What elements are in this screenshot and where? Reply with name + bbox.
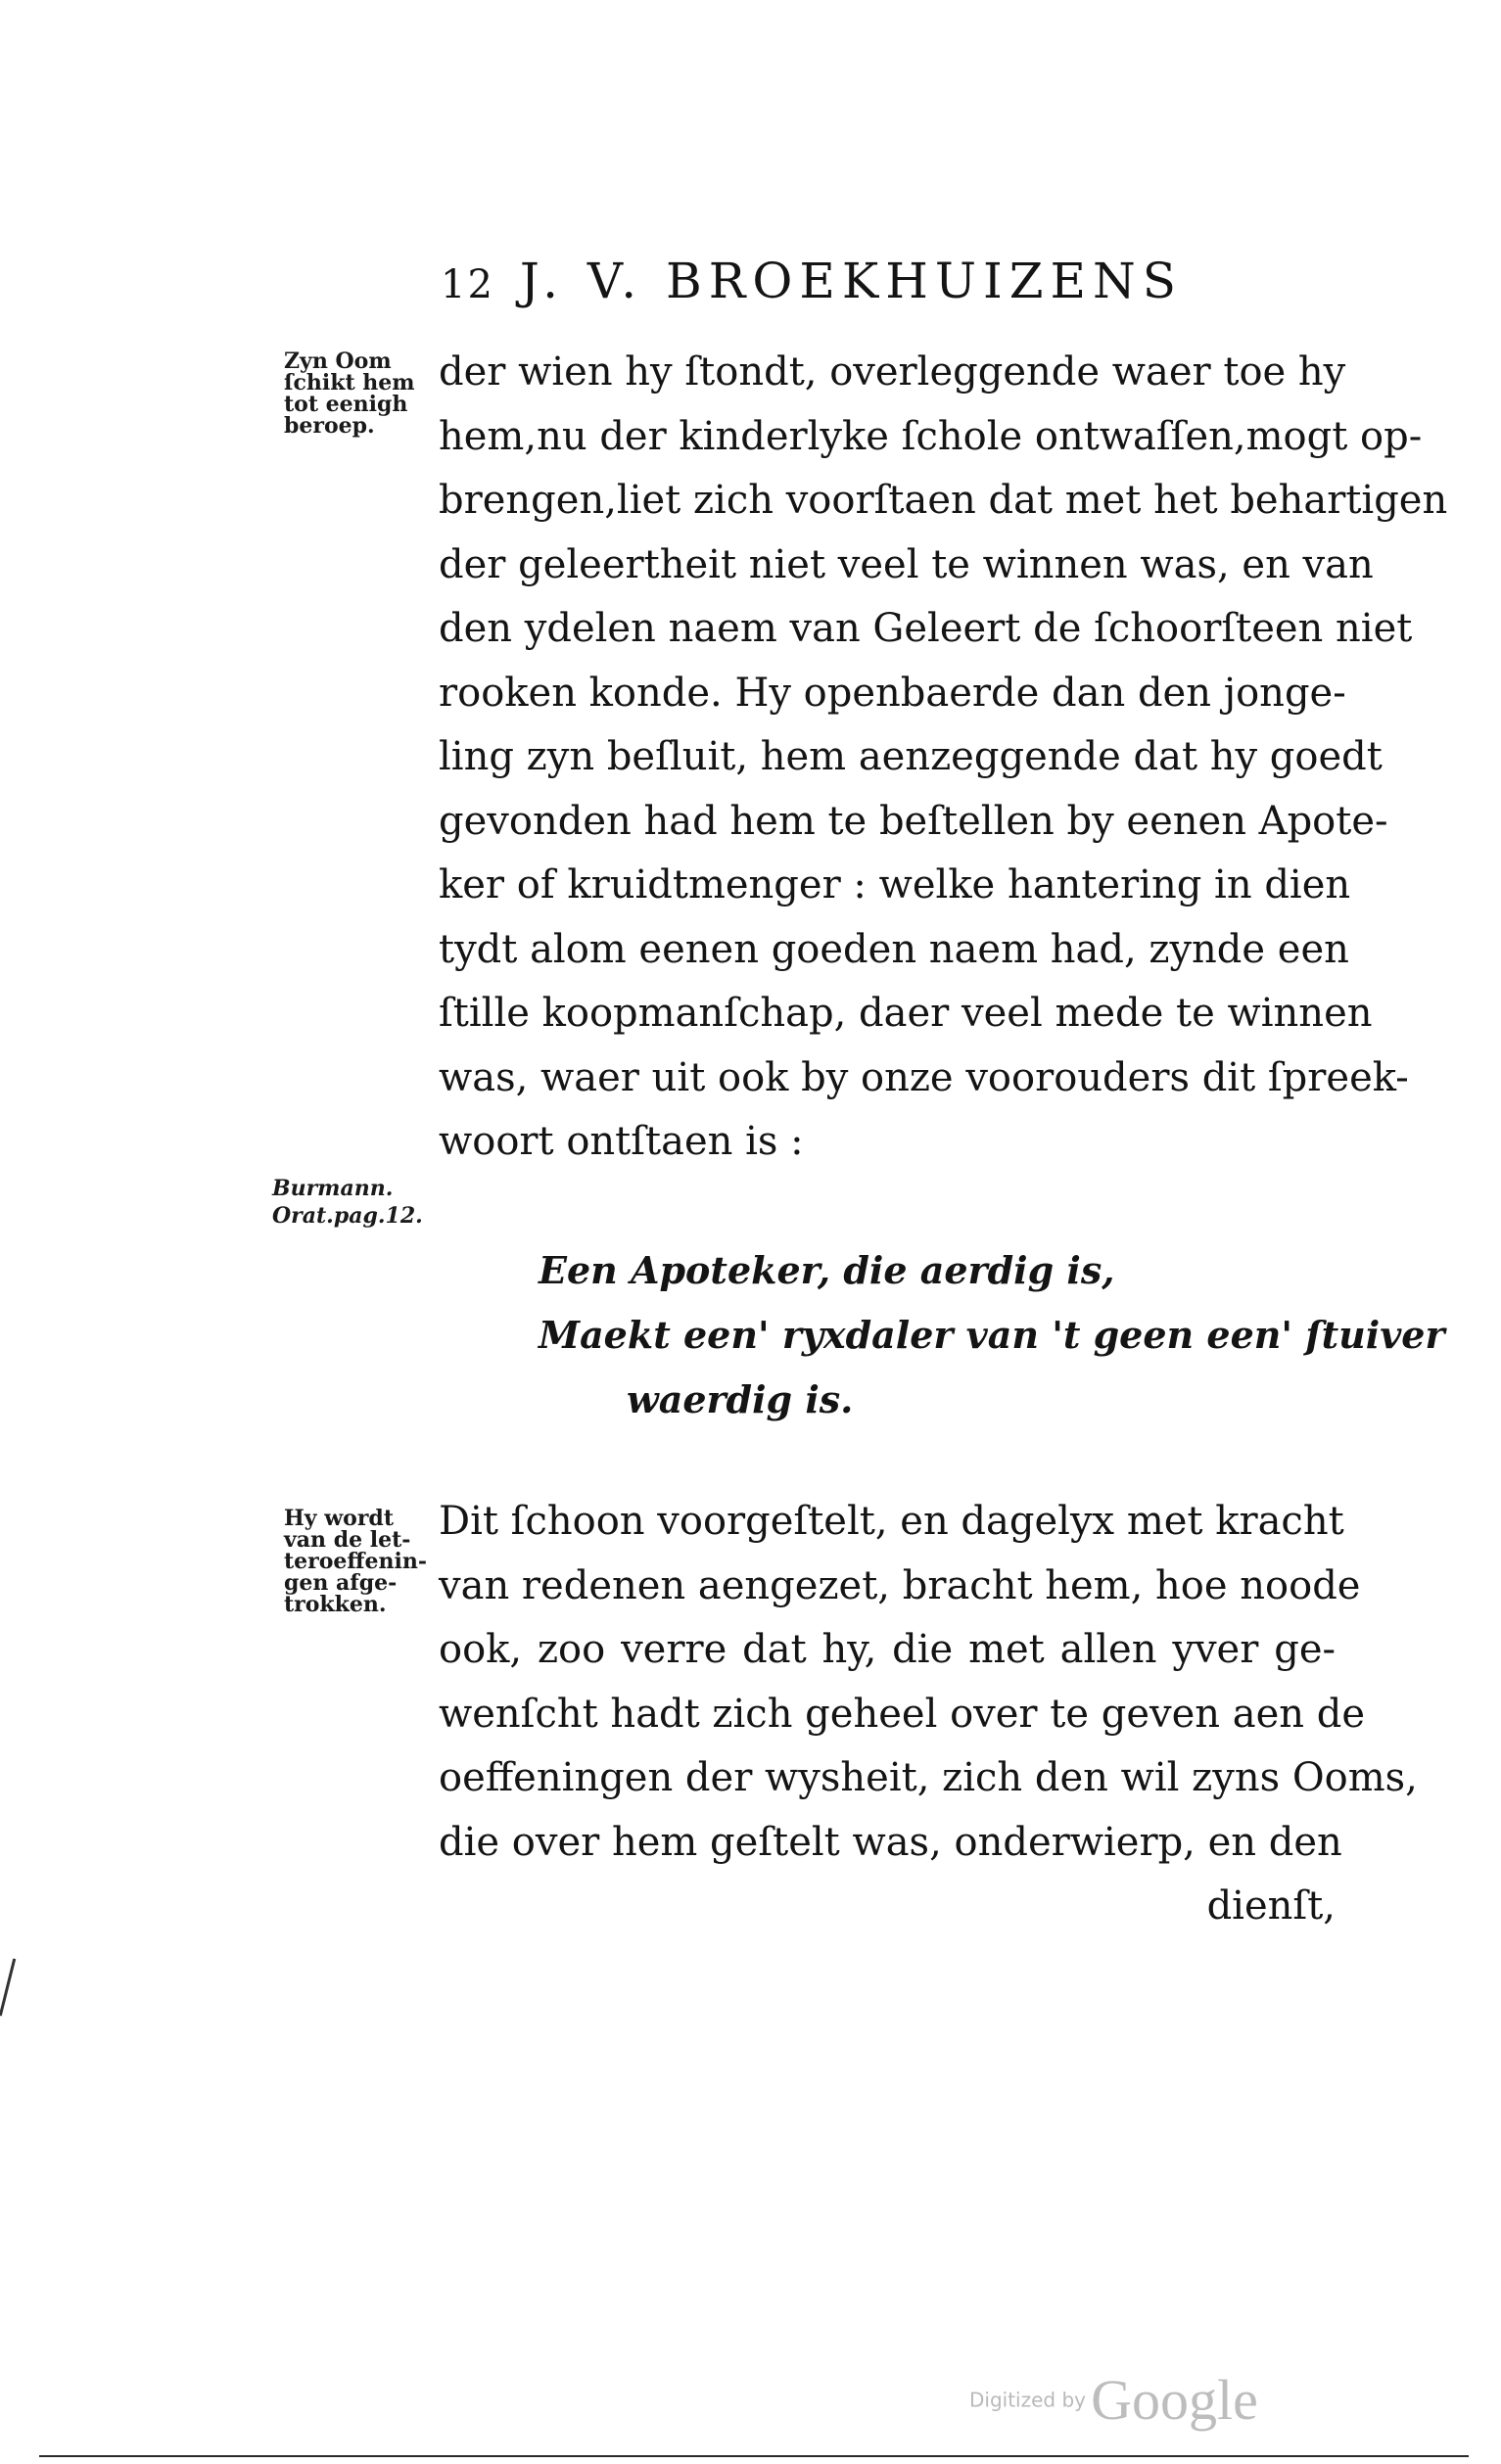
running-title: J. V. BROEKHUIZENS [519, 253, 1183, 309]
margin-note-burmann [272, 1175, 423, 1230]
text-line: ook, zoo verre dat hy, die met allen yver ge- [439, 1627, 1336, 1672]
google-logo: Google [1091, 2368, 1258, 2432]
margin-note-letteroeffeningen [284, 1508, 427, 1615]
margin-note-line: tot eenigh [284, 392, 408, 417]
margin-note-line: teroeffenin- [284, 1549, 427, 1574]
text-line: Dit ſchoon voorgeſtelt, en dagelyx met kracht [439, 1499, 1344, 1544]
margin-note-line: trokken. [284, 1592, 387, 1617]
paragraph-1 [439, 341, 1448, 1175]
text-line: wenſcht hadt zich geheel over te geven aen de [439, 1691, 1366, 1737]
text-line: rooken konde. Hy openbaerde dan den jonge- [439, 670, 1346, 716]
text-line: die over hem geſtelt was, onderwierp, en den [439, 1819, 1342, 1865]
running-header [441, 253, 1302, 321]
margin-note-oom [284, 350, 415, 437]
margin-note-line: van de let- [284, 1527, 411, 1553]
margin-note-line: ſchikt hem [284, 370, 415, 395]
verse-line: waerdig is. [627, 1377, 854, 1421]
text-line: gevonden had hem te beſtellen by eenen Apote- [439, 798, 1388, 844]
margin-note-line: Hy wordt [284, 1506, 394, 1531]
margin-note-line: gen afge- [284, 1570, 398, 1596]
digitized-watermark [969, 2367, 1258, 2433]
paragraph-2 [439, 1490, 1418, 1939]
text-line: der wien hy ſtondt, overleggende waer toe hy [439, 349, 1346, 395]
verse-line: Maekt een' ryxdaler van 't geen een' ſtuiver [539, 1313, 1445, 1357]
margin-note-line: Zyn Oom [284, 349, 392, 374]
margin-note-line: Burmann. [272, 1176, 394, 1201]
verse-quotation [539, 1238, 1444, 1432]
text-line: oeffeningen der wysheit, zich den wil zyns Ooms, [439, 1755, 1418, 1800]
text-line: der geleertheit niet veel te winnen was, en van [439, 541, 1374, 587]
text-line: ling zyn beſluit, hem aenzeggende dat hy goedt [439, 734, 1383, 779]
text-line: was, waer uit ook by onze voorouders dit ſpreek- [439, 1054, 1409, 1100]
text-line: den ydelen naem van Geleert de ſchoorſteen niet [439, 606, 1413, 651]
watermark-prefix: Digitized by [969, 2388, 1086, 2412]
text-line: ſtille koopmanſchap, daer veel mede te winnen [439, 991, 1373, 1036]
text-line: tydt alom eenen goeden naem had, zynde een [439, 926, 1349, 972]
text-line: woort ontſtaen is : [439, 1119, 804, 1164]
margin-note-line: Orat.pag.12. [272, 1203, 423, 1229]
margin-note-line: beroep. [284, 413, 375, 439]
catchword: dienſt, [1206, 1883, 1336, 1929]
text-line: hem,nu der kinderlyke ſchole ontwaſſen,mogt op- [439, 413, 1423, 459]
verse-line: Een Apoteker, die aerdig is, [539, 1248, 1115, 1292]
bottom-rule [39, 2455, 1469, 2457]
text-line: van redenen aengezet, bracht hem, hoe noode [439, 1562, 1361, 1608]
page-number: 12 [441, 262, 494, 307]
page-edge-mark [0, 1959, 16, 2017]
text-line: ker of kruidtmenger : welke hantering in dien [439, 862, 1351, 907]
text-line: brengen,liet zich voorſtaen dat met het behartigen [439, 478, 1448, 523]
